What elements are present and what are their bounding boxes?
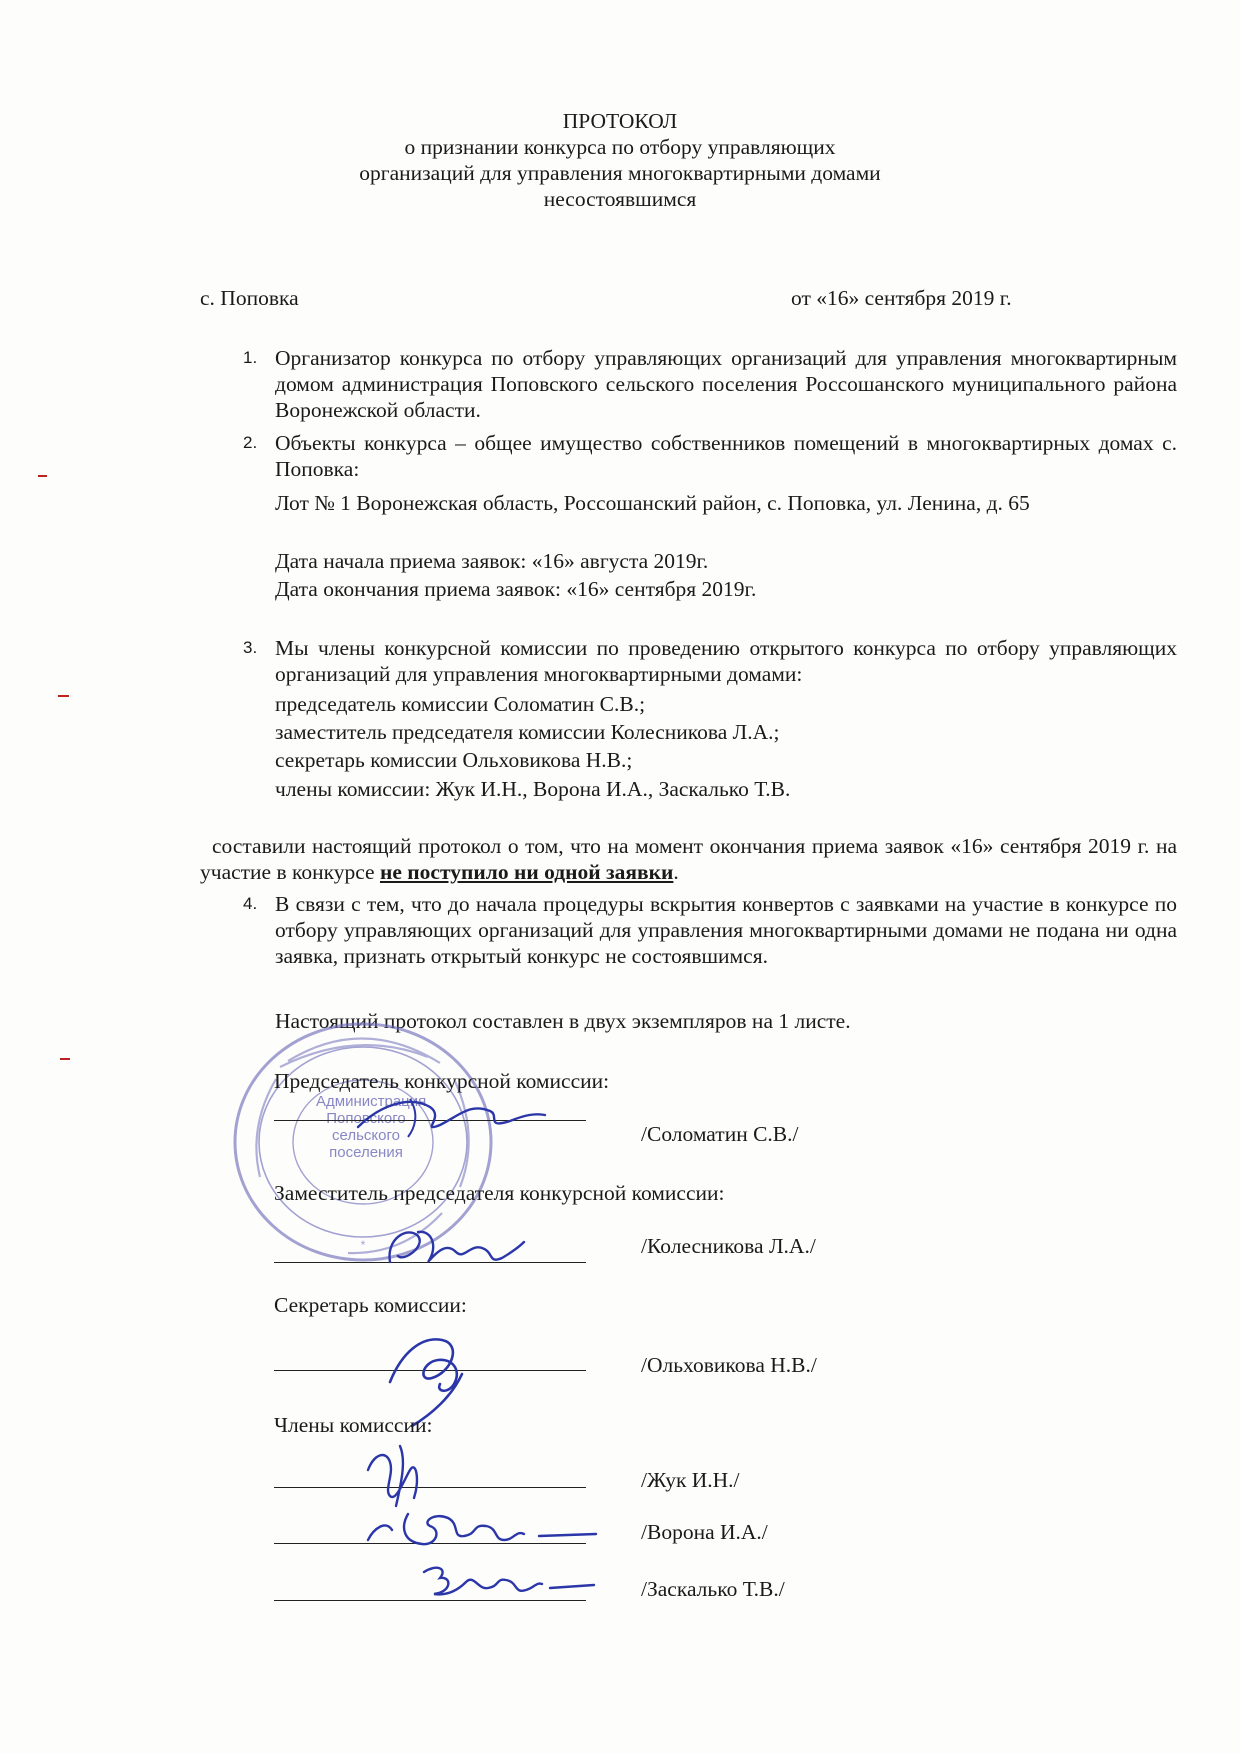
item-4-text: В связи с тем, что до начала процедуры вскрытия конвертов с заявками на участие в конкурсе по отбору управляющих организаций для управления многоквартирными домами не подана ни одна заявка, признать открытый конкурс не состоявшимся. bbox=[275, 892, 1177, 968]
secretary-label: Секретарь комиссии: bbox=[274, 1293, 467, 1317]
chair-name: /Соломатин С.В./ bbox=[641, 1122, 799, 1146]
compiled-paragraph bbox=[200, 833, 1177, 885]
item-2-text: Объекты конкурса – общее имущество собственников помещений в многоквартирных домах с. Поповка: bbox=[275, 431, 1177, 481]
stamp-text-3: сельского bbox=[332, 1127, 400, 1144]
item-2-start-date: Дата начала приема заявок: «16» августа 2019г. bbox=[275, 549, 709, 573]
members-label: Члены комиссии: bbox=[274, 1413, 433, 1437]
item-number-1: 1. bbox=[243, 348, 258, 367]
place: с. Поповка bbox=[200, 286, 299, 310]
title-line-1: ПРОТОКОЛ bbox=[562, 109, 678, 133]
no-applications-emphasis: не поступило ни одной заявки bbox=[379, 860, 674, 884]
stamp-text-4: поселения bbox=[329, 1144, 403, 1161]
deputy-name: /Колесникова Л.А./ bbox=[641, 1234, 816, 1258]
compiled-end: . bbox=[673, 860, 679, 884]
document-title bbox=[0, 108, 1240, 212]
deputy-label: Заместитель председателя конкурсной комиссии: bbox=[274, 1181, 725, 1205]
item-2-end-date: Дата окончания приема заявок: «16» сентября 2019г. bbox=[275, 577, 757, 601]
member-3-signature bbox=[418, 1560, 598, 1610]
stamp-text-1: Администрация bbox=[316, 1093, 427, 1110]
compiled-text: составили настоящий протокол о том, что на момент окончания приема заявок «16» сентября 2019 г. на участие в конкурсе bbox=[200, 834, 1177, 884]
item-3-deputy: заместитель председателя комиссии Колесникова Л.А.; bbox=[275, 720, 780, 744]
title-line-2: о признании конкурса по отбору управляющих bbox=[404, 135, 836, 159]
member-2-name: /Ворона И.А./ bbox=[641, 1520, 768, 1544]
chair-signature bbox=[350, 1085, 550, 1145]
title-line-3: организаций для управления многоквартирными домами bbox=[359, 161, 881, 185]
deputy-signature bbox=[378, 1218, 528, 1276]
member-3-name: /Заскалько Т.В./ bbox=[641, 1577, 785, 1601]
item-number-2: 2. bbox=[243, 433, 258, 452]
title-line-4: несостоявшимся bbox=[543, 187, 697, 211]
item-number-4: 4. bbox=[243, 894, 258, 913]
member-2-signature bbox=[364, 1500, 599, 1562]
item-1-text: Организатор конкурса по отбору управляющих организаций для управления многоквартирным домом администрация Поповского сельского поселения Россошанского муниципального района Воронежской области. bbox=[275, 346, 1177, 422]
item-3-members: члены комиссии: Жук И.Н., Ворона И.А., Заскалько Т.В. bbox=[275, 777, 791, 801]
item-3-intro: Мы члены конкурсной комиссии по проведению открытого конкурса по отбору управляющих организаций для управления многоквартирными домами: bbox=[275, 636, 1177, 686]
scan-mark bbox=[58, 695, 69, 697]
svg-text:*: * bbox=[360, 1238, 366, 1252]
member-1-signature-line bbox=[274, 1487, 586, 1488]
item-number-3: 3. bbox=[243, 638, 258, 657]
scan-mark bbox=[60, 1058, 70, 1060]
document-date: от «16» сентября 2019 г. bbox=[791, 286, 1012, 310]
item-3-chair: председатель комиссии Соломатин С.В.; bbox=[275, 692, 646, 716]
copies-note: Настоящий протокол составлен в двух экземпляров на 1 листе. bbox=[275, 1009, 851, 1033]
secretary-name: /Ольховикова Н.В./ bbox=[641, 1353, 817, 1377]
item-2-lot: Лот № 1 Воронежская область, Россошанский район, с. Поповка, ул. Ленина, д. 65 bbox=[275, 491, 1030, 515]
chair-label: Председатель конкурсной комиссии: bbox=[274, 1069, 610, 1093]
item-3-secretary: секретарь комиссии Ольховикова Н.В.; bbox=[275, 748, 633, 772]
stamp-text-2: Поповского bbox=[326, 1110, 406, 1127]
member-1-name: /Жук И.Н./ bbox=[641, 1468, 740, 1492]
scan-mark bbox=[38, 475, 47, 477]
